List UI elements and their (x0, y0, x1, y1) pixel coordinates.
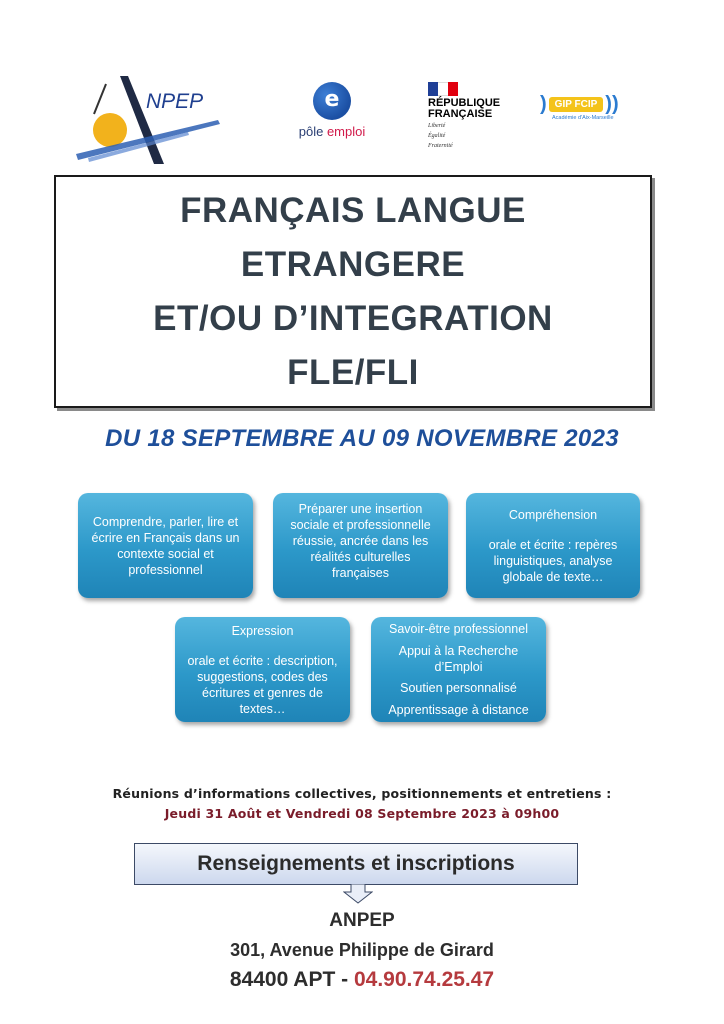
gip-label: GIP FCIP (549, 97, 604, 112)
card-comprehension-title: Compréhension (508, 507, 598, 522)
republique-motto-2: Égalité (428, 133, 446, 139)
gip-subtitle: Académie d'Aix-Marseille (552, 115, 614, 121)
contact-city-phone (0, 968, 724, 992)
registration-header-text: Renseignements et inscriptions (197, 852, 515, 875)
card-professional-item: Savoir-être professionnel (389, 622, 528, 636)
card-expression-title: Expression (231, 623, 294, 638)
card-expression-body: orale et écrite : description, suggestions, codes des écritures et genres de textes… (187, 653, 338, 716)
contact-city: 84400 APT - (229, 968, 354, 991)
card-professional (371, 617, 546, 722)
card-insertion-text: Préparer une insertion sociale et professionnelle réussie, ancrée dans les réalités culturelles françaises (290, 502, 431, 580)
title-line-3: ET/OU D’INTEGRATION (153, 298, 553, 338)
anpep-logo-text: NPEP (146, 90, 204, 113)
pole-emploi-icon: e (313, 82, 351, 120)
anpep-logo (68, 72, 248, 172)
republique-title-1: RÉPUBLIQUE (428, 97, 501, 109)
contact-name: ANPEP (329, 910, 395, 931)
card-professional-item: Soutien personnalisé (400, 681, 517, 696)
title-line-1: FRANÇAIS LANGUE (180, 190, 526, 230)
title-box (54, 175, 652, 408)
meetings-dates: Jeudi 31 Août et Vendredi 08 Septembre 2023 à 09h00 (164, 806, 560, 821)
card-objectives (78, 493, 253, 598)
title-line-2: ETRANGERE (240, 244, 466, 284)
card-expression (175, 617, 350, 722)
republique-motto-1: Liberté (428, 123, 446, 129)
republique-francaise-logo (428, 82, 518, 152)
meetings-info: Réunions d’informations collectives, positionnements et entretiens : (112, 786, 612, 801)
course-dates: DU 18 SEPTEMBRE AU 09 NOVEMBRE 2023 (105, 425, 619, 452)
contact-phone: 04.90.74.25.47 (353, 968, 495, 991)
anpep-logo-icon (68, 72, 248, 172)
card-comprehension-body: orale et écrite : repères linguistiques, analyse globale de texte… (488, 537, 618, 584)
french-flag-icon (428, 82, 458, 96)
card-professional-item: Appui à la Recherche d’Emploi (398, 643, 519, 674)
registration-header (134, 843, 578, 885)
republique-motto-3: Fraternité (428, 143, 453, 149)
card-objectives-text: Comprendre, parler, lire et écrire en Français dans un contexte social et professionnel (91, 514, 240, 577)
title-line-4: FLE/FLI (287, 352, 419, 392)
gip-fcip-logo (540, 94, 640, 134)
arrow-down-icon (343, 884, 373, 904)
pole-emploi-text: pôle emploi (298, 124, 366, 139)
gip-paren-left-icon: ) (540, 93, 547, 115)
card-comprehension (466, 493, 640, 598)
contact-street: 301, Avenue Philippe de Girard (230, 940, 494, 960)
republique-title-2: FRANÇAISE (428, 108, 493, 120)
gip-paren-right-icon: )) (605, 93, 619, 115)
card-professional-item: Apprentissage à distance (388, 702, 529, 717)
pole-emploi-logo (282, 82, 382, 152)
card-insertion (273, 493, 448, 598)
